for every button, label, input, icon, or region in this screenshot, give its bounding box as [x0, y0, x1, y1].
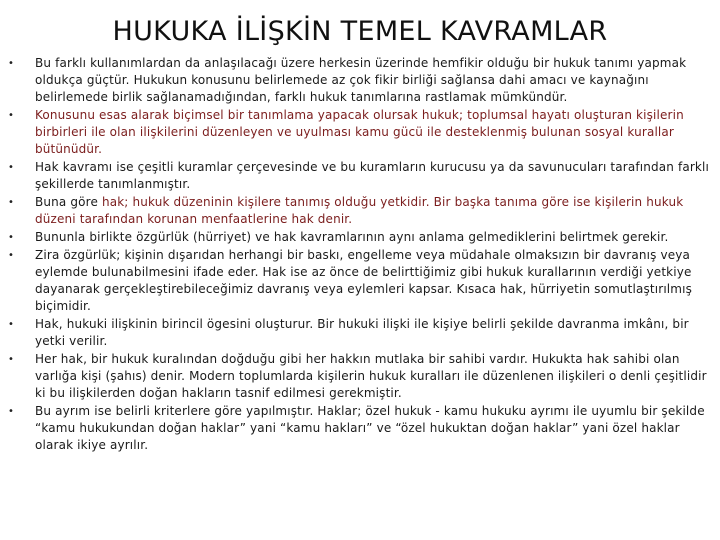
bullet-item: [8, 55, 712, 106]
bullet-text: Zira özgürlük; kişinin dışarıdan herhangi bir baskı, engelleme veya müdahale olmaksızın bir davranış veya eylemde bulunabilmesini ifade eder. Hak ise az önce de belirttiğimiz gibi hukuk kurallarının verdiği yetkiye dayanarak gerçekleştirebileceğimiz davranış veya eylemleri kapsar. Kısaca hak, hürriyetin somutlaştırılmış biçimidir.: [35, 248, 693, 313]
bullet-text-highlighted: hak; hukuk düzeninin kişilere tanımış olduğu yetkidir. Bir başka tanıma göre ise kişilerin hukuk düzeni tarafından korunan menfaatlerine hak denir.: [35, 195, 684, 226]
bullet-text: Bu farklı kullanımlardan da anlaşılacağı üzere herkesin üzerinde hemfikir olduğu bir hukuk tanımı yapmak oldukça güçtür. Hukukun konusunu belirlemede az çok fikir birliği sağlansa dahi amacı ve kaynağını belirlemede birlik sağlanamadığından, farklı hukuk tanımlarına rastlamak mümkündür.: [35, 56, 687, 104]
bullet-text: Bu ayrım ise belirli kriterlere göre yapılmıştır. Haklar; özel hukuk - kamu hukuku ayrımı ile uyumlu bir şekilde “kamu hukukundan doğan haklar” yani “kamu hakları” ve “özel hukuktan doğan haklar” yani özel haklar olarak ikiye ayrılır.: [35, 404, 705, 452]
bullet-dot-icon: •: [8, 110, 15, 121]
bullet-item: [8, 229, 712, 246]
bullet-item: [8, 351, 712, 402]
bullet-text: Buna göre: [35, 195, 102, 209]
bullet-text: Hak kavramı ise çeşitli kuramlar çerçevesinde ve bu kuramların kurucusu ya da savunucuları tarafından farklı şekillerde tanımlanmıştır.: [35, 160, 709, 191]
bullet-text-highlighted: Konusunu esas alarak biçimsel bir tanımlama yapacak olursak hukuk; toplumsal hayatı oluşturan kişilerin birbirleri ile olan ilişkilerini düzenleyen ve uyulması kamu gücü ile desteklenmiş bulunan sosyal kurallar bütünüdür.: [35, 108, 684, 156]
bullet-dot-icon: •: [8, 162, 15, 173]
bullet-item: [8, 159, 712, 193]
bullet-text: Bununla birlikte özgürlük (hürriyet) ve hak kavramlarının aynı anlama gelmediklerini belirtmek gerekir.: [35, 230, 669, 244]
bullet-item: [8, 194, 712, 228]
bullet-dot-icon: •: [8, 197, 15, 208]
bullet-text: Hak, hukuki ilişkinin birincil ögesini oluşturur. Bir hukuki ilişki ile kişiye belirli şekilde davranma imkânı, bir yetki verilir.: [35, 317, 689, 348]
bullet-item: [8, 247, 712, 315]
bullet-item: [8, 403, 712, 454]
bullet-text: Her hak, bir hukuk kuralından doğduğu gibi her hakkın mutlaka bir sahibi vardır. Hukukta hak sahibi olan varlığa kişi (şahıs) denir. Modern toplumlarda kişilerin hukuk kuralları ile düzenlenen ilişkileri o denli çeşitlidir ki bu ilişkilerden doğan hakların tasnif edilmesi gerekmiştir.: [35, 352, 707, 400]
bullet-item: [8, 316, 712, 350]
slide-title: HUKUKA İLİŞKİN TEMEL KAVRAMLAR: [112, 16, 608, 47]
bullet-dot-icon: •: [8, 406, 15, 417]
bullet-dot-icon: •: [8, 58, 15, 69]
bullet-dot-icon: •: [8, 319, 15, 330]
bullet-dot-icon: •: [8, 354, 15, 365]
bullet-list: [8, 55, 712, 455]
bullet-dot-icon: •: [8, 250, 15, 261]
bullet-item: [8, 107, 712, 158]
bullet-dot-icon: •: [8, 232, 15, 243]
